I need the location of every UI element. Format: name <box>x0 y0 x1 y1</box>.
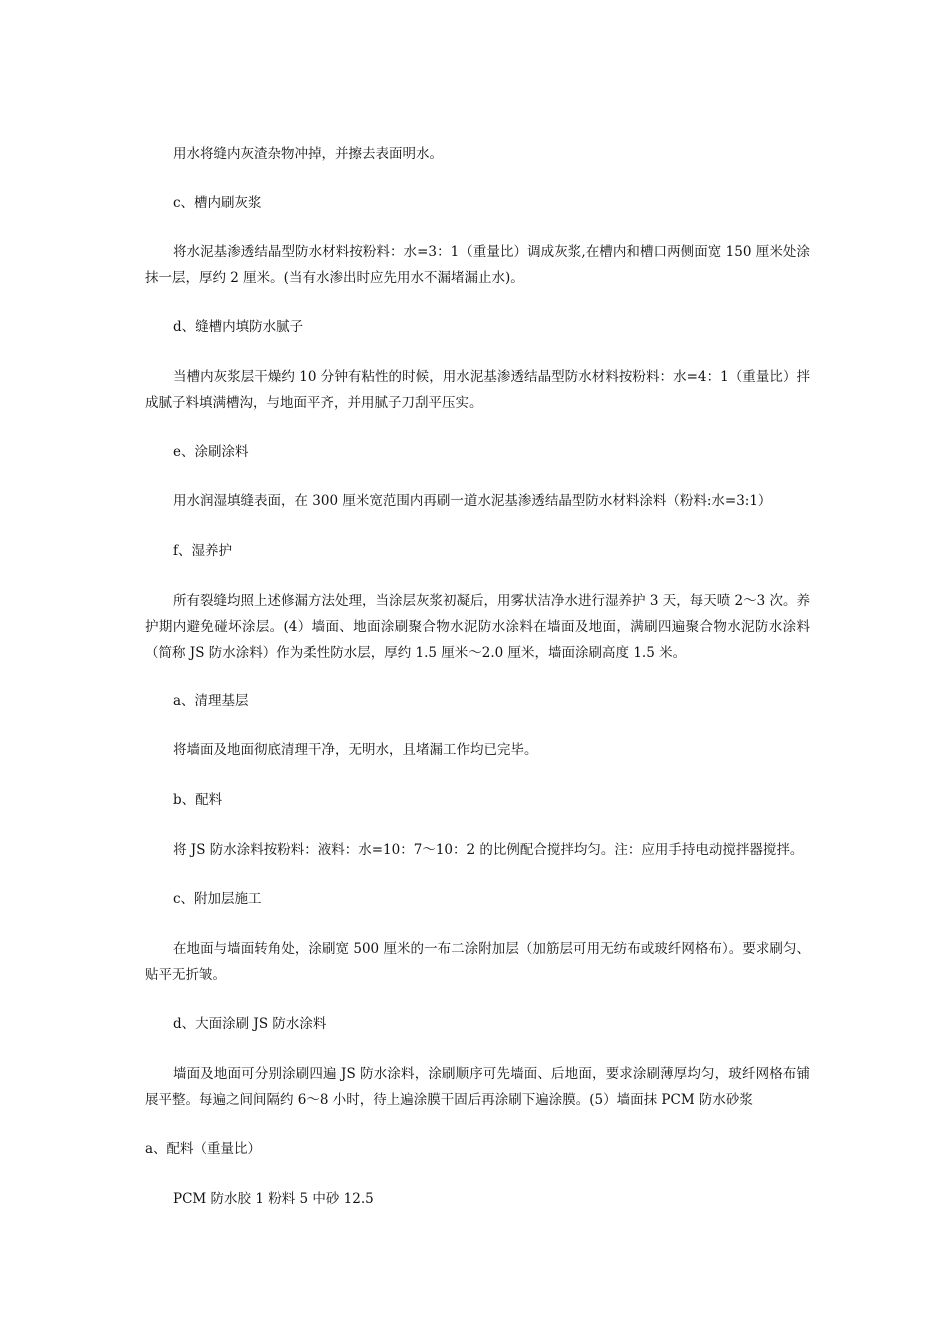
paragraph-slurry-mix: 将水泥基渗透结晶型防水材料按粉料：水=3：1（重量比）调成灰浆,在槽内和槽口两侧面宽 150 厘米处涂抹一层，厚约 2 厘米。(当有水渗出时应先用水不漏堵漏止水)。 <box>145 244 810 286</box>
heading-c-additional-layer: c、附加层施工 <box>173 891 262 907</box>
paragraph-coating: 用水润湿填缝表面，在 300 厘米宽范围内再刷一道水泥基渗透结晶型防水材料涂料（粉料:水=3:1） <box>173 493 772 509</box>
heading-c-slot-slurry: c、槽内刷灰浆 <box>173 195 262 211</box>
paragraph-clean-base: 将墙面及地面彻底清理干净，无明水，且堵漏工作均已完毕。 <box>173 742 538 758</box>
heading-a-clean-base: a、清理基层 <box>173 693 249 709</box>
heading-d-large-area: d、大面涂刷 JS 防水涂料 <box>173 1016 327 1032</box>
heading-f-wet-curing: f、湿养护 <box>173 543 232 559</box>
paragraph-mixing: 将 JS 防水涂料按粉料：液料：水=10：7～10：2 的比例配合搅拌均匀。注：应用手持电动搅拌器搅拌。 <box>173 842 804 858</box>
paragraph-large-area: 墙面及地面可分别涂刷四遍 JS 防水涂料，涂刷顺序可先墙面、后地面，要求涂刷薄厚均匀，玻纤网格布铺展平整。每遍之间间隔约 6～8 小时，待上遍涂膜干固后再涂刷下遍涂膜。(5）墙面抹 PCM 防水砂浆 <box>145 1066 810 1108</box>
paragraph-additional-layer: 在地面与墙面转角处，涂刷宽 500 厘米的一布二涂附加层（加筋层可用无纺布或玻纤网格布）。要求刷匀、贴平无折皱。 <box>145 941 810 983</box>
heading-b-mixing: b、配料 <box>173 792 223 808</box>
heading-e-coating: e、涂刷涂料 <box>173 444 249 460</box>
paragraph-rinse-joint: 用水将缝内灰渣杂物冲掉，并擦去表面明水。 <box>173 146 443 162</box>
paragraph-pcm-ratio: PCM 防水胶 1 粉料 5 中砂 12.5 <box>173 1191 374 1207</box>
heading-a-proportion: a、配料（重量比） <box>145 1141 262 1157</box>
heading-d-fill-putty: d、缝槽内填防水腻子 <box>173 319 304 335</box>
paragraph-putty-fill: 当槽内灰浆层干燥约 10 分钟有粘性的时候，用水泥基渗透结晶型防水材料按粉料：水=4：1（重量比）拌成腻子料填满槽沟，与地面平齐，并用腻子刀刮平压实。 <box>145 369 810 411</box>
paragraph-curing-and-js: 所有裂缝均照上述修漏方法处理，当涂层灰浆初凝后，用雾状洁净水进行湿养护 3 天，每天喷 2～3 次。养护期内避免碰坏涂层。(4）墙面、地面涂刷聚合物水泥防水涂料在墙面及地面，满刷四遍聚合物水泥防水涂料（简称 JS 防水涂料）作为柔性防水层，厚约 1.5 厘米～2.0 厘米，墙面涂刷高度 1.5 米。 <box>145 593 810 661</box>
